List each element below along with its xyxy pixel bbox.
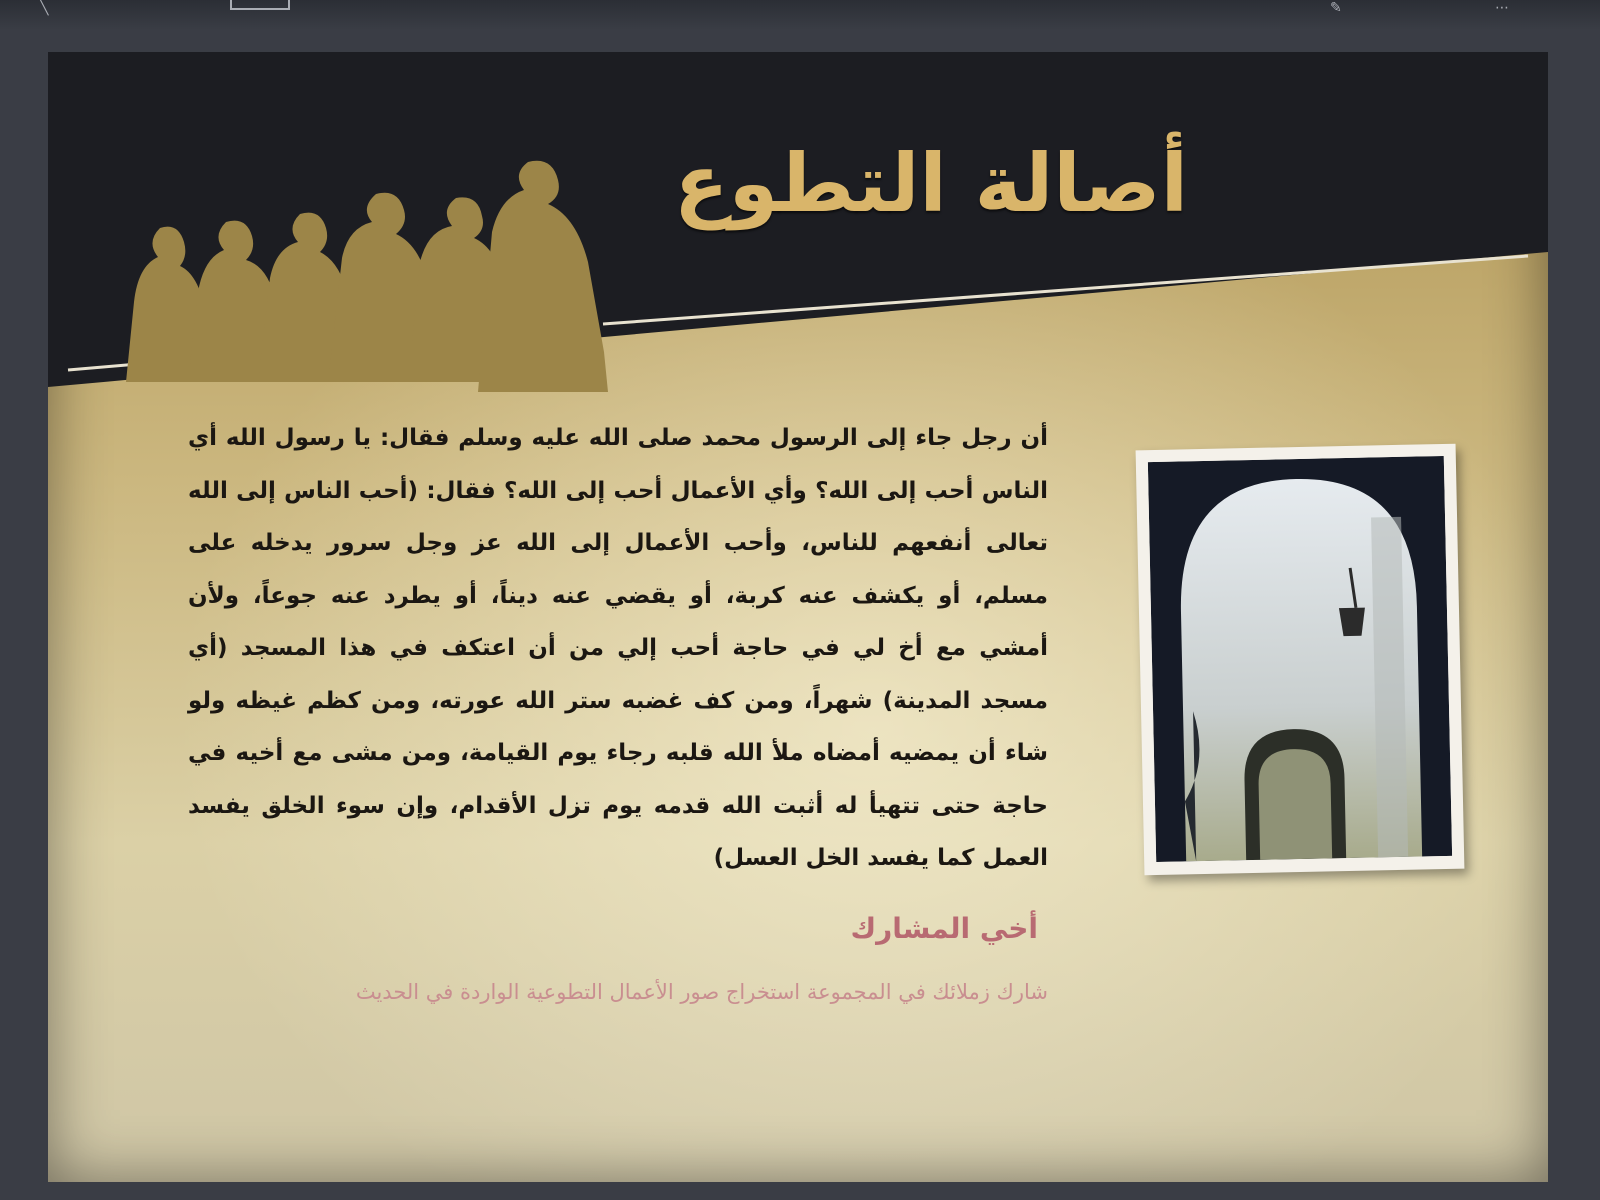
people-silhouette-banner-icon: [48, 52, 1548, 432]
menu-glyph-icon: ⋯: [1495, 0, 1509, 16]
slide-title: أصالة التطوع: [673, 137, 1188, 230]
participant-instruction: شارك زملائك في المجموعة استخراج صور الأعمال التطوعية الواردة في الحديث: [355, 980, 1048, 1004]
participant-heading: أخي المشارك: [850, 912, 1038, 945]
pen-glyph-icon: ✎: [1330, 0, 1342, 16]
corner-glyph-icon: ╲: [40, 0, 49, 16]
hadith-text: أن رجل جاء إلى الرسول محمد صلى الله عليه وسلم فقال: يا رسول الله أي الناس أحب إلى الله؟ وأي الأعمال أحب إلى الله؟ فقال: (أحب الناس إلى الله تعالى أنفعهم للناس، وأحب الأعمال إلى الله عز وجل سرور يدخله على مسلم، أو يكشف عنه كربة، أو يقضي عنه ديناً، أو يطرد عنه جوعاً، ولأن أمشي مع أخ لي في حاجة أحب إلي من أن اعتكف في هذا المسجد (أي مسجد المدينة) شهراً، ومن كف غضبه ستر الله عورته، ومن كظم غيظه ولو شاء أن يمضيه أمضاه ملأ الله قلبه رجاء يوم القيامة، ومن مشى مع أخيه في حاجة حتى تتهيأ له أثبت الله قدمه يوم تزل الأقدام، وإن سوء الخلق يفسد العمل كما يفسد الخل العسل): [188, 425, 1048, 871]
presentation-slide: [48, 52, 1548, 1182]
monitor-bezel-top: [0, 0, 1600, 30]
moroccan-arch-lantern-photo-icon: [1136, 444, 1465, 876]
window-glyph-icon: [230, 0, 290, 10]
